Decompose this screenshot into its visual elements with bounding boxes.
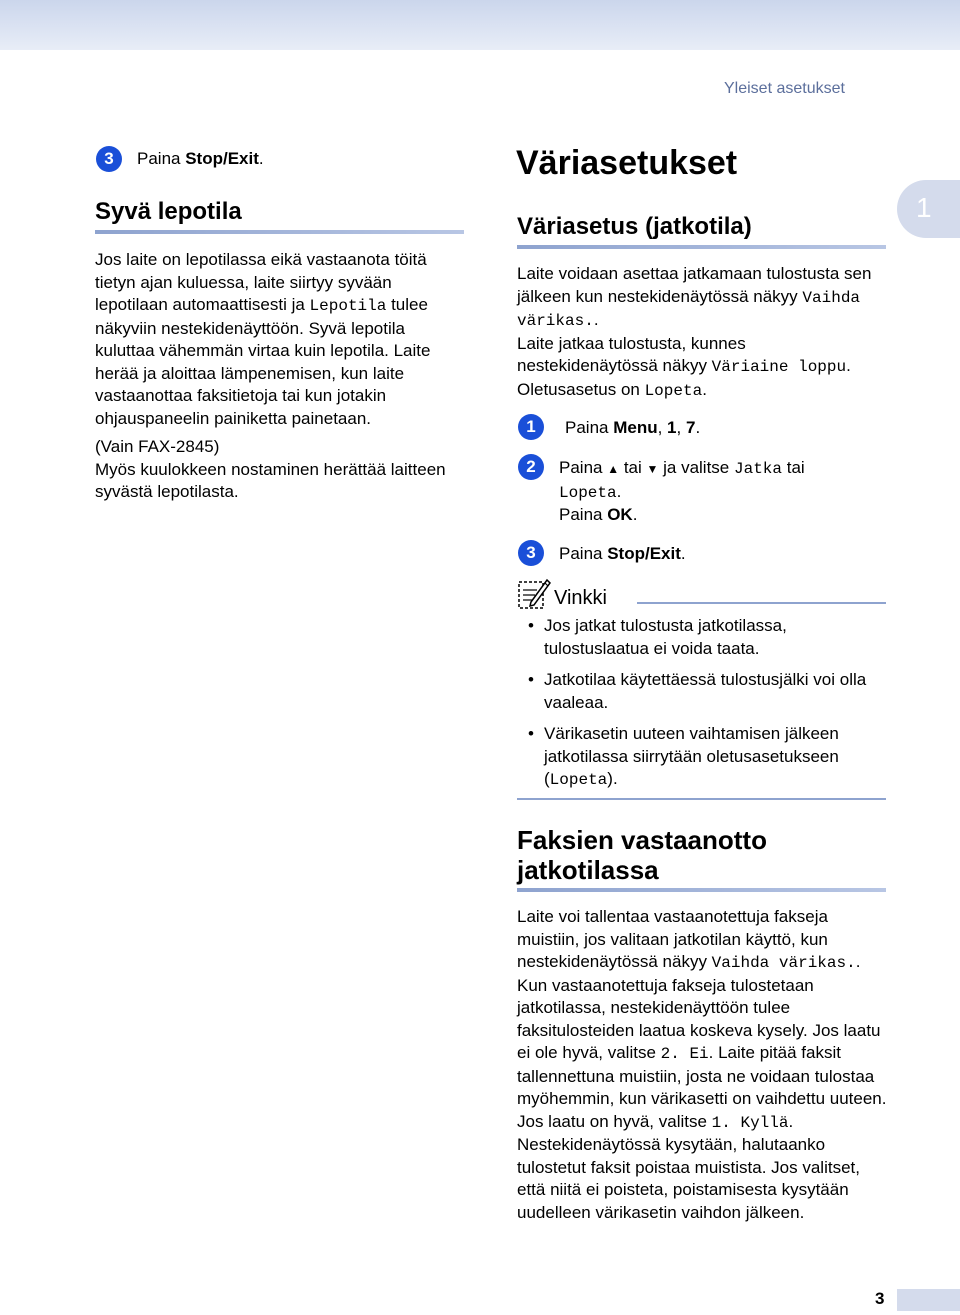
list-item: • Jos jatkat tulostusta jatkotilassa, tulostuslaatua ei voida taata. <box>528 616 787 658</box>
top-band <box>0 0 960 50</box>
body-paragraph: Laite voi tallentaa vastaanotettuja fakseja muistiin, jos valitaan jatkotilan käyttö, kun nestekidenäytössä näkyy Vaihda värikas.. Kun vastaanotettuja fakseja tulostetaan jatkotilassa, nestekidenäyttöön tulee faksitulosteiden laatua koskeva kysely. Jos laatu ei ole hyvä, valitse 2. Ei. Laite pitää faksit tallennettuna muistiin, josta ne voidaan tulostaa myöhemmin, kun värikasetti on vaihdettu uuteen. Jos laatu on hyvä, valitse 1. Kyllä. Nestekidenäytössä kysytään, halutaanko tulostetut faksit poistaa muistista. Jos valitset, että niitä ei poisteta, poistamisesta kysytään uudelleen värikasetin vaihdon jälkeen. <box>517 907 887 1222</box>
step-instruction: Paina Stop/Exit. <box>137 149 264 168</box>
body-paragraph: Laite voidaan asettaa jatkamaan tulostusta sen jälkeen kun nestekidenäytössä näkyy Vaihda värikas.. Laite jatkaa tulostusta, kunnes nestekidenäytössä näkyy Väriaine loppu. Oletusasetus on Lopeta. <box>517 264 872 400</box>
note-pencil-icon <box>517 576 551 610</box>
section-heading: Väriasetus (jatkotila) <box>517 213 752 240</box>
page-title: Väriasetukset <box>516 144 738 182</box>
step-number-badge: 1 <box>518 414 544 440</box>
step-number-badge: 3 <box>518 540 544 566</box>
chapter-number: 1 <box>916 192 932 223</box>
down-arrow-icon: ▼ <box>646 462 659 476</box>
note-top-rule <box>637 602 886 604</box>
step-instruction: Paina Menu, 1, 7. <box>565 418 701 437</box>
list-item: • Jatkotilaa käytettäessä tulostusjälki voi olla vaaleaa. <box>528 670 867 712</box>
body-paragraph: Jos laite on lepotilassa eikä vastaanota töitä tietyn ajan kuluessa, laite siirtyy syvään lepotilaan automaattisesti ja Lepotila tulee näkyviin nestekidenäyttöön. Syvä lepotila kuluttaa vähemmän virtaa kuin lepotila. Laite herää ja aloittaa lämpenemisen, kun laite vastaanottaa faksitietoja tai kun jotakin ohjauspaneelin painiketta painetaan. <box>95 250 431 428</box>
section-heading: Syvä lepotila <box>95 198 242 225</box>
heading-rule <box>517 888 886 892</box>
note-list <box>524 615 874 801</box>
note-bottom-rule <box>517 798 886 800</box>
body-paragraph: (Vain FAX-2845) Myös kuulokkeen nostaminen herättää laitteen syvästä lepotilasta. <box>95 437 446 501</box>
heading-rule <box>95 230 464 234</box>
note-label: Vinkki <box>554 587 607 609</box>
chapter-tab <box>897 180 960 238</box>
page-number-tab <box>897 1289 960 1311</box>
section-heading: Faksien vastaanotto jatkotilassa <box>517 825 767 885</box>
list-item: • Värikasetin uuteen vaihtamisen jälkeen jatkotilassa siirrytään oletusasetukseen (Lopeta). <box>528 724 839 789</box>
heading-rule <box>517 245 886 249</box>
running-header: Yleiset asetukset <box>724 80 845 97</box>
step-number-badge: 2 <box>518 454 544 480</box>
page-number: 3 <box>875 1289 885 1308</box>
up-arrow-icon: ▲ <box>607 462 620 476</box>
step-instruction: Paina Stop/Exit. <box>559 544 686 563</box>
step-instruction: Paina ▲ tai ▼ ja valitse Jatka tai Lopeta. Paina OK. <box>559 458 805 524</box>
step-number-badge: 3 <box>96 146 122 172</box>
